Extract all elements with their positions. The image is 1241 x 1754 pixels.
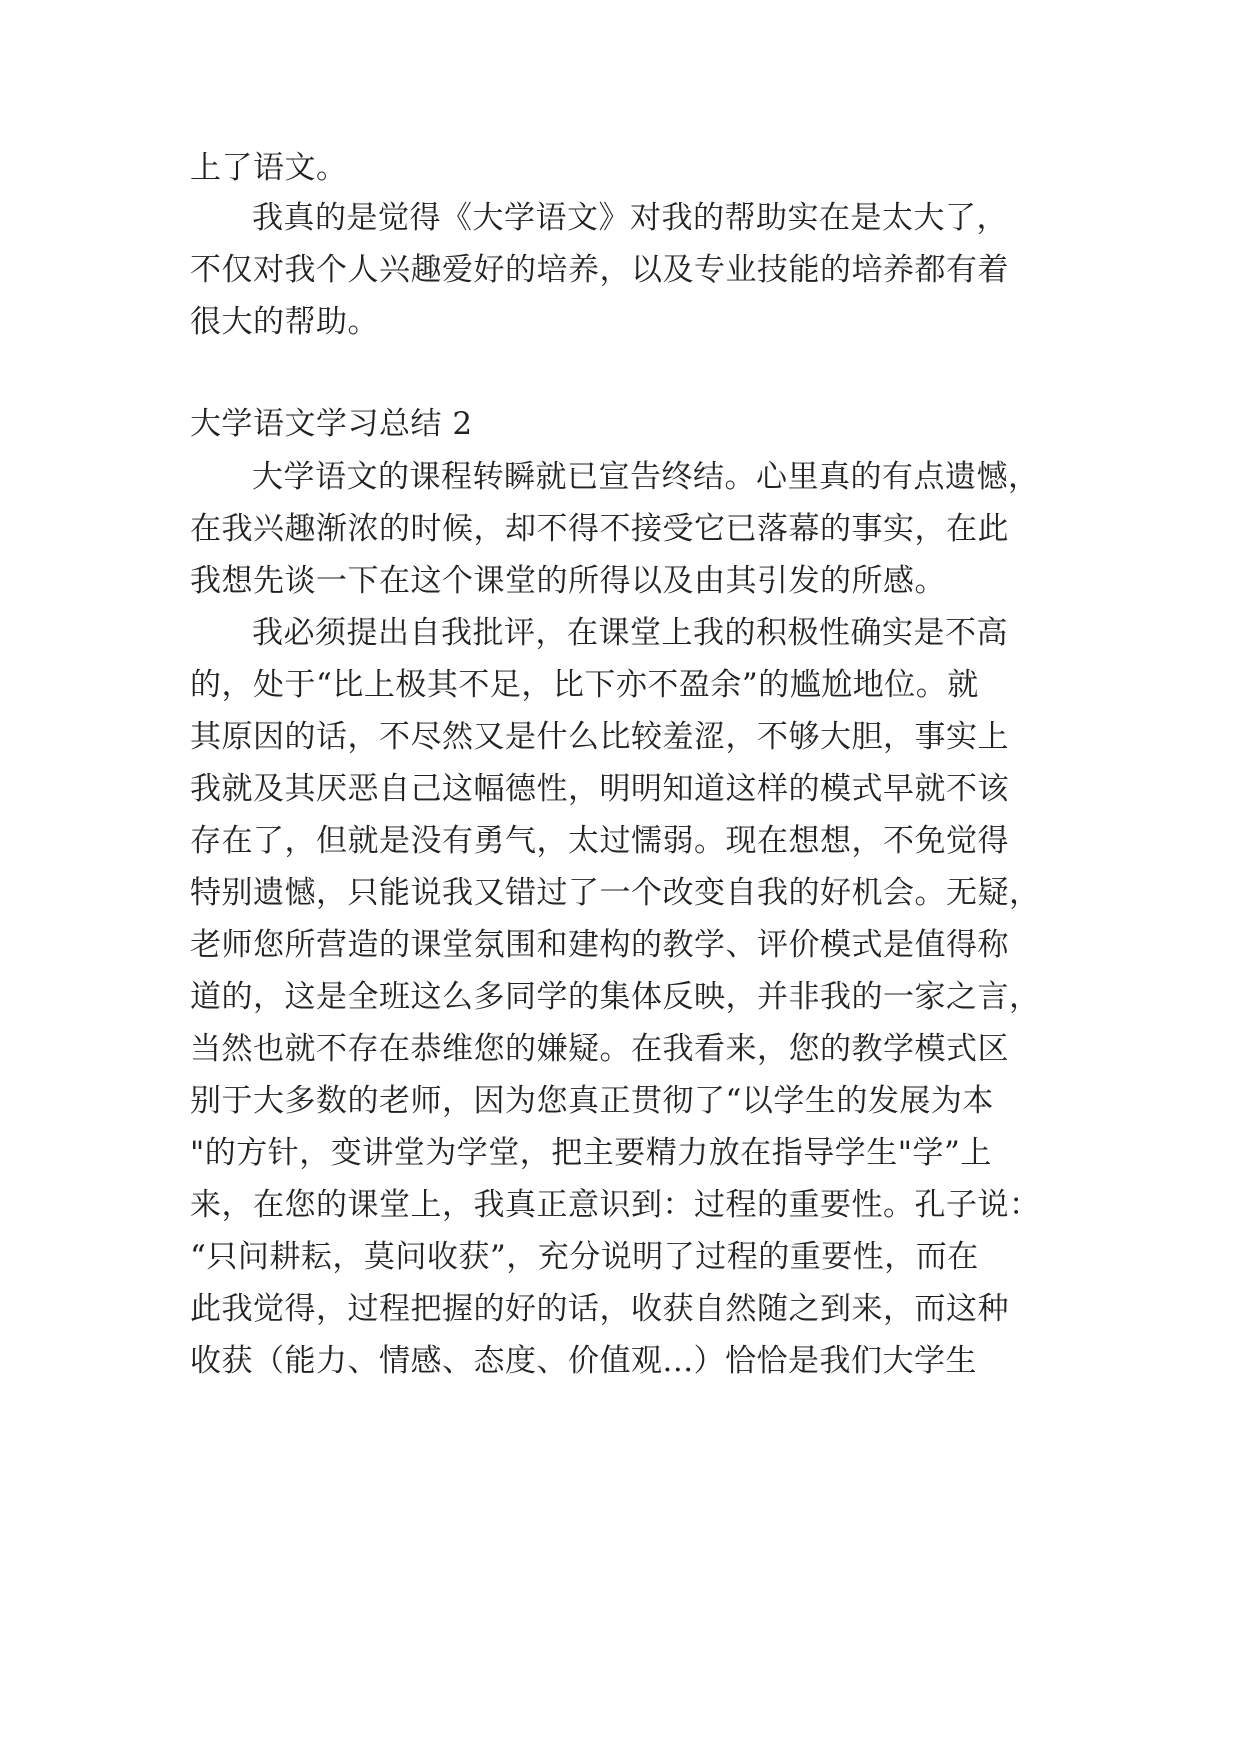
text-line: 老师您所营造的课堂氛围和建构的教学、评价模式是值得称 <box>190 927 1009 963</box>
text-line: 我想先谈一下在这个课堂的所得以及由其引发的所感。 <box>190 563 946 599</box>
section-heading: 大学语文学习总结 2 <box>190 406 473 442</box>
text-line: 存在了，但就是没有勇气，太过懦弱。现在想想，不免觉得 <box>190 823 1009 859</box>
text-line: 不仅对我个人兴趣爱好的培养，以及专业技能的培养都有着 <box>190 252 1009 288</box>
text-line: 在我兴趣渐浓的时候，却不得不接受它已落幕的事实，在此 <box>190 511 1009 547</box>
text-line: 上了语文。 <box>190 150 348 186</box>
text-line: “只问耕耘，莫问收获”，充分说明了过程的重要性，而在 <box>190 1239 979 1275</box>
text-line: 别于大多数的老师，因为您真正贯彻了“以学生的发展为本 <box>190 1083 994 1119</box>
text-line: 收获（能力、情感、态度、价值观...）恰恰是我们大学生 <box>190 1343 978 1379</box>
text-line: "的方针，变讲堂为学堂，把主要精力放在指导学生"学”上 <box>190 1135 992 1171</box>
text-line: 道的，这是全班这么多同学的集体反映，并非我的一家之言， <box>190 979 1041 1015</box>
text-line: 特别遗憾，只能说我又错过了一个改变自我的好机会。无疑， <box>190 875 1041 911</box>
text-line: 其原因的话，不尽然又是什么比较羞涩，不够大胆，事实上 <box>190 719 1009 755</box>
text-line: 我必须提出自我批评，在课堂上我的积极性确实是不高 <box>252 615 1008 651</box>
text-line: 大学语文的课程转瞬就已宣告终结。心里真的有点遗憾， <box>252 459 1040 495</box>
text-line: 很大的帮助。 <box>190 304 379 340</box>
text-line: 当然也就不存在恭维您的嫌疑。在我看来，您的教学模式区 <box>190 1031 1009 1067</box>
text-line: 此我觉得，过程把握的好的话，收获自然随之到来，而这种 <box>190 1291 1009 1327</box>
text-line: 来，在您的课堂上，我真正意识到：过程的重要性。孔子说： <box>190 1187 1041 1223</box>
text-line: 我真的是觉得《大学语文》对我的帮助实在是太大了， <box>252 200 1008 236</box>
text-line: 的，处于“比上极其不足，比下亦不盈余”的尴尬地位。就 <box>190 667 979 703</box>
text-line: 我就及其厌恶自己这幅德性，明明知道这样的模式早就不该 <box>190 771 1009 807</box>
